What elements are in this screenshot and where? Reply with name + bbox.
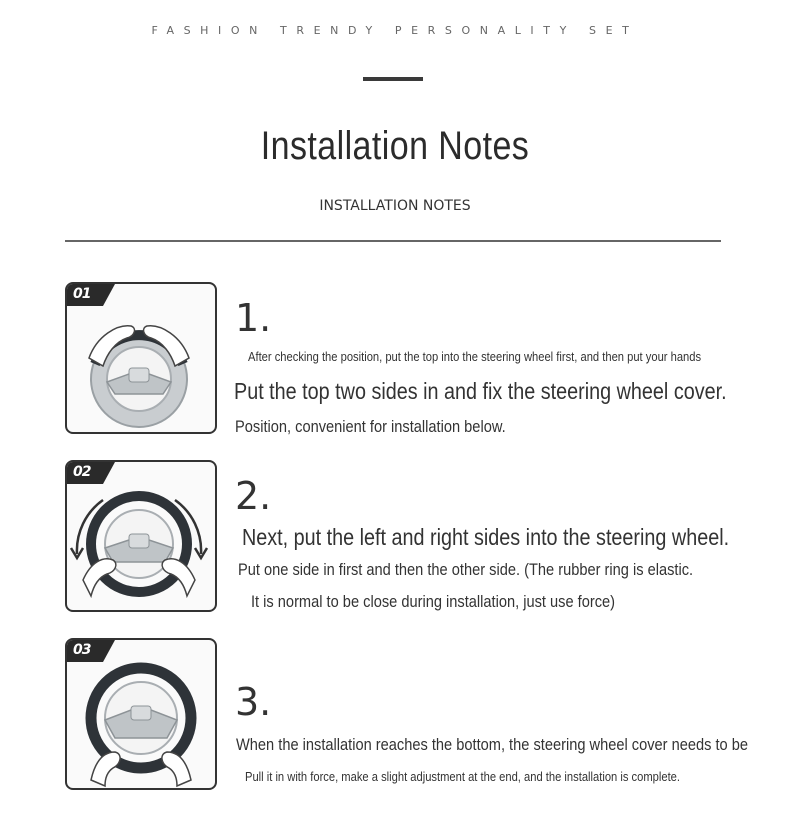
step-1-illustration [65,282,217,434]
step-2-line-1: Next, put the left and right sides into the steering wheel. [242,524,730,550]
page-title: Installation Notes [260,124,530,168]
step-1-line-2: Put the top two sides in and fix the steering wheel cover. [234,378,727,404]
header-divider [65,240,721,242]
step-3-line-1: When the installation reaches the bottom, the steering wheel cover needs to be [236,735,749,754]
step-3-illustration [65,638,217,790]
tagline: FASHION TRENDY PERSONALITY SET [151,24,639,37]
steering-wheel-hands-bottom-icon [67,640,217,790]
step-1-number: 1. [235,296,272,340]
step-3-number: 3. [235,680,272,724]
step-1-line-1: After checking the position, put the top into the steering wheel first, and then put your hands [248,349,702,364]
step-2-line-2: Put one side in first and then the other side. (The rubber ring is elastic. [238,560,694,579]
step-1-badge: 01 [73,286,91,302]
step-2-line-3: It is normal to be close during installation, just use force) [251,592,616,611]
step-3-line-2: Pull it in with force, make a slight adjustment at the end, and the installation is complete. [245,769,681,784]
step-2-number: 2. [235,474,272,518]
steering-wheel-hands-sides-icon [67,462,217,612]
step-3-badge: 03 [73,642,91,658]
step-1-line-3: Position, convenient for installation below. [235,417,506,436]
step-2-badge: 02 [73,464,91,480]
steering-wheel-hands-top-icon [67,284,217,434]
accent-bar [363,77,423,81]
page-subtitle: INSTALLATION NOTES [319,198,471,214]
step-2-illustration [65,460,217,612]
